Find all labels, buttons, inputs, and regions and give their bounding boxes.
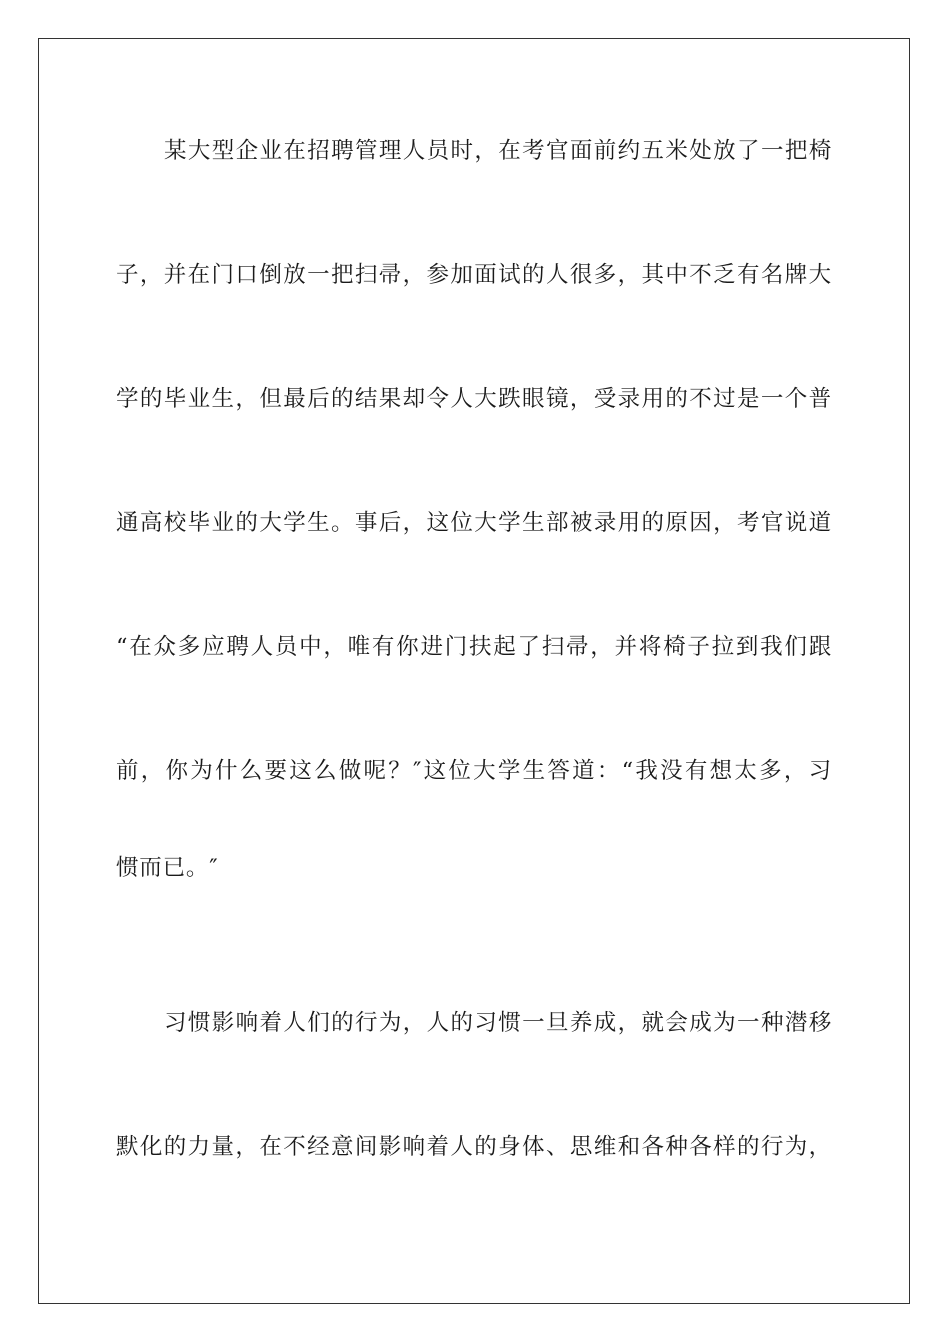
text-line: “在众多应聘人员中，唯有你进门扶起了扫帚，并将椅子拉到我们跟 bbox=[116, 634, 832, 660]
text-line: 默化的力量，在不经意间影响着人的身体、思维和各种各样的行为， bbox=[116, 1134, 832, 1160]
text-line: 学的毕业生，但最后的结果却令人大跌眼镜，受录用的不过是一个普 bbox=[116, 386, 832, 412]
text-line: 子，并在门口倒放一把扫帚，参加面试的人很多，其中不乏有名牌大 bbox=[116, 262, 832, 288]
page-border bbox=[38, 38, 910, 1304]
text-line: 习惯影响着人们的行为，人的习惯一旦养成，就会成为一种潜移 bbox=[164, 1010, 832, 1036]
text-line: 惯而已。″ bbox=[116, 855, 219, 881]
text-line: 某大型企业在招聘管理人员时，在考官面前约五米处放了一把椅 bbox=[164, 138, 832, 164]
text-line: 通高校毕业的大学生。事后，这位大学生部被录用的原因，考官说道 bbox=[116, 510, 832, 536]
text-line: 前，你为什么要这么做呢？″这位大学生答道：“我没有想太多，习 bbox=[116, 758, 832, 784]
